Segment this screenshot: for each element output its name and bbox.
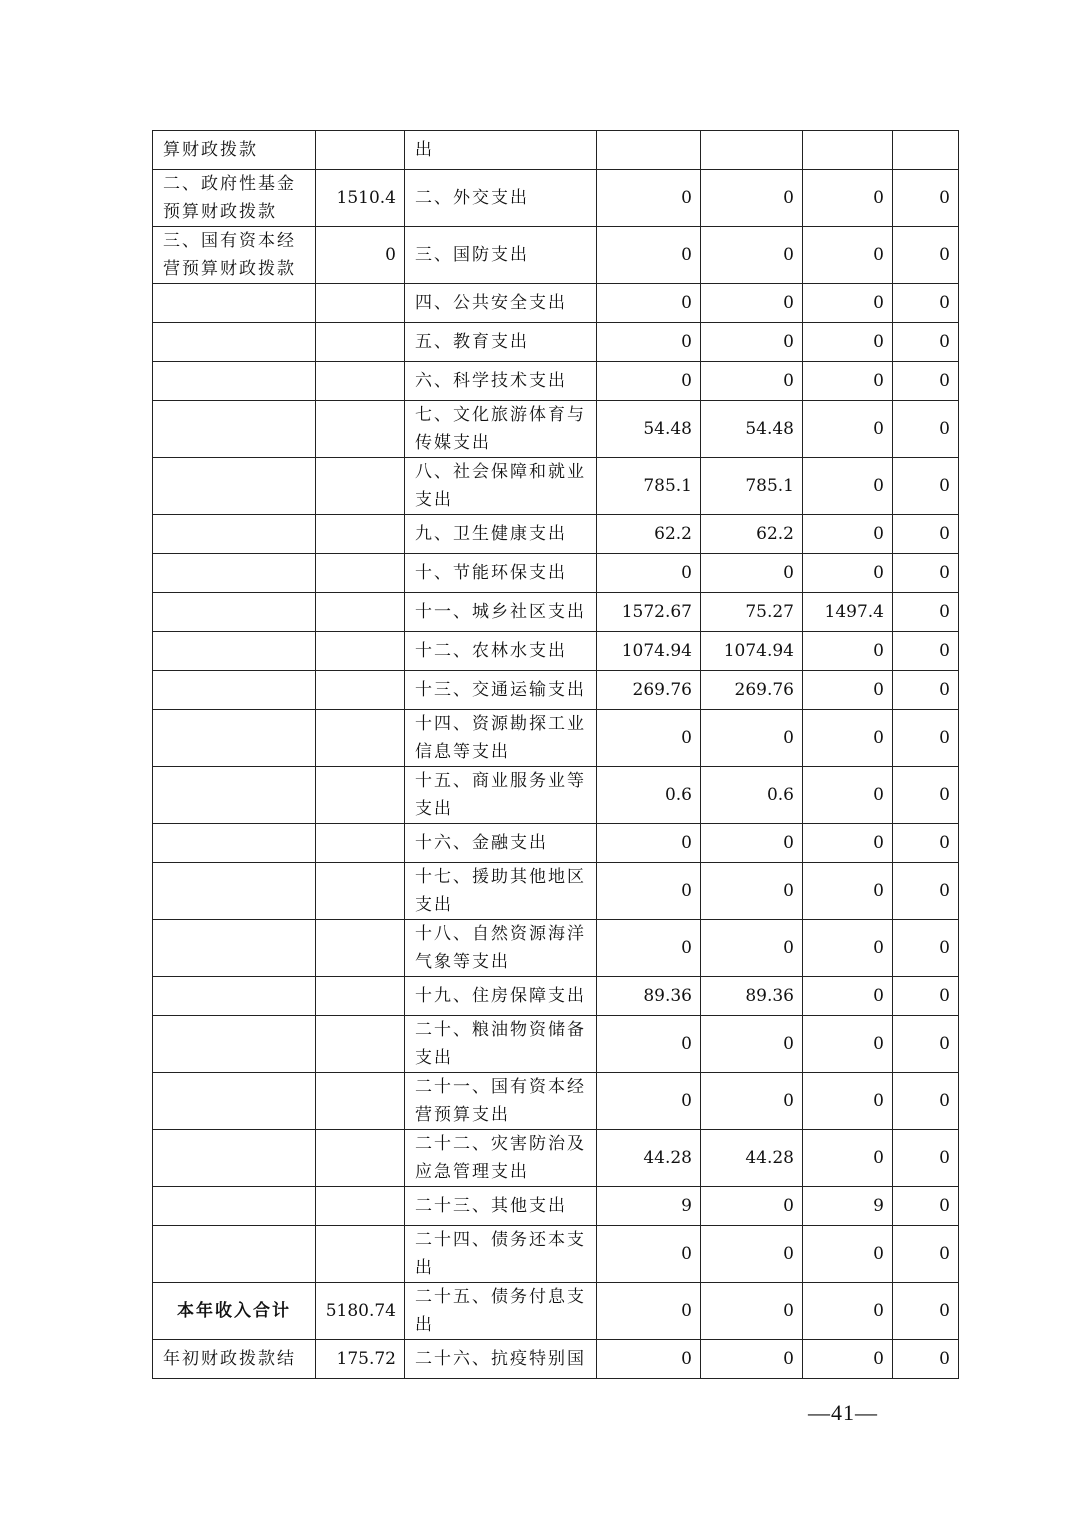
capital-budget-cell: 0 — [893, 323, 959, 362]
income-item-cell — [153, 1016, 316, 1073]
table-row — [153, 1283, 959, 1340]
fund-budget-cell: 0 — [803, 920, 893, 977]
general-budget-cell: 0 — [701, 863, 803, 920]
table-row — [153, 554, 959, 593]
table-row — [153, 863, 959, 920]
fund-budget-cell: 0 — [803, 284, 893, 323]
income-item-cell — [153, 401, 316, 458]
fund-budget-cell: 0 — [803, 710, 893, 767]
expense-item-cell: 二、外交支出 — [405, 170, 597, 227]
general-budget-cell: 0 — [701, 284, 803, 323]
table-row — [153, 1130, 959, 1187]
income-amount-cell: 1510.4 — [316, 170, 405, 227]
expense-total-cell: 0 — [597, 554, 701, 593]
general-budget-cell: 785.1 — [701, 458, 803, 515]
expense-item-cell: 十九、住房保障支出 — [405, 977, 597, 1016]
capital-budget-cell: 0 — [893, 1130, 959, 1187]
table-row — [153, 767, 959, 824]
expense-total-cell: 0 — [597, 1016, 701, 1073]
fund-budget-cell: 0 — [803, 401, 893, 458]
expense-item-cell: 四、公共安全支出 — [405, 284, 597, 323]
income-amount-cell — [316, 1226, 405, 1283]
capital-budget-cell: 0 — [893, 767, 959, 824]
general-budget-cell: 44.28 — [701, 1130, 803, 1187]
expense-total-cell: 62.2 — [597, 515, 701, 554]
capital-budget-cell: 0 — [893, 458, 959, 515]
table-row — [153, 323, 959, 362]
capital-budget-cell: 0 — [893, 1283, 959, 1340]
capital-budget-cell: 0 — [893, 401, 959, 458]
expense-item-cell: 三、国防支出 — [405, 227, 597, 284]
expense-total-cell: 269.76 — [597, 671, 701, 710]
income-amount-cell — [316, 863, 405, 920]
general-budget-cell: 269.76 — [701, 671, 803, 710]
income-item-cell: 二、政府性基金预算财政拨款 — [153, 170, 316, 227]
expense-total-cell: 0 — [597, 1283, 701, 1340]
expense-total-cell: 0 — [597, 284, 701, 323]
fund-budget-cell: 0 — [803, 824, 893, 863]
table-row — [153, 710, 959, 767]
expense-item-cell: 五、教育支出 — [405, 323, 597, 362]
table-row — [153, 671, 959, 710]
fund-budget-cell: 0 — [803, 1130, 893, 1187]
capital-budget-cell: 0 — [893, 170, 959, 227]
income-amount-cell — [316, 401, 405, 458]
expense-item-cell: 十五、商业服务业等支出 — [405, 767, 597, 824]
expense-total-cell: 0 — [597, 1073, 701, 1130]
income-item-cell — [153, 671, 316, 710]
income-item-cell — [153, 977, 316, 1016]
income-amount-cell — [316, 1073, 405, 1130]
general-budget-cell: 0 — [701, 1016, 803, 1073]
expense-total-cell: 0 — [597, 920, 701, 977]
fund-budget-cell: 0 — [803, 767, 893, 824]
table-row — [153, 1073, 959, 1130]
general-budget-cell: 0 — [701, 1226, 803, 1283]
income-item-cell: 本年收入合计 — [153, 1283, 316, 1340]
fund-budget-cell: 0 — [803, 1016, 893, 1073]
income-amount-cell — [316, 131, 405, 170]
income-item-cell: 三、国有资本经营预算财政拨款 — [153, 227, 316, 284]
expense-item-cell: 二十六、抗疫特别国 — [405, 1340, 597, 1379]
expense-item-cell: 二十二、灾害防治及应急管理支出 — [405, 1130, 597, 1187]
fund-budget-cell: 0 — [803, 1340, 893, 1379]
capital-budget-cell: 0 — [893, 671, 959, 710]
table-row — [153, 170, 959, 227]
expense-item-cell: 六、科学技术支出 — [405, 362, 597, 401]
expense-item-cell: 十一、城乡社区支出 — [405, 593, 597, 632]
table-row — [153, 362, 959, 401]
table-row — [153, 1340, 959, 1379]
income-amount-cell — [316, 284, 405, 323]
expense-total-cell: 0 — [597, 362, 701, 401]
expense-item-cell: 二十一、国有资本经营预算支出 — [405, 1073, 597, 1130]
expense-total-cell: 0 — [597, 1340, 701, 1379]
table-row — [153, 284, 959, 323]
capital-budget-cell: 0 — [893, 977, 959, 1016]
capital-budget-cell: 0 — [893, 1073, 959, 1130]
page-number: —41— — [808, 1400, 878, 1425]
income-item-cell — [153, 710, 316, 767]
expense-total-cell: 0 — [597, 1226, 701, 1283]
expense-item-cell: 二十三、其他支出 — [405, 1187, 597, 1226]
income-amount-cell — [316, 920, 405, 977]
general-budget-cell: 0 — [701, 1340, 803, 1379]
capital-budget-cell: 0 — [893, 554, 959, 593]
general-budget-cell: 0 — [701, 554, 803, 593]
income-item-cell — [153, 284, 316, 323]
table-row — [153, 401, 959, 458]
fund-budget-cell: 0 — [803, 458, 893, 515]
expense-item-cell: 八、社会保障和就业支出 — [405, 458, 597, 515]
capital-budget-cell: 0 — [893, 1340, 959, 1379]
fund-budget-cell: 0 — [803, 863, 893, 920]
capital-budget-cell: 0 — [893, 1016, 959, 1073]
expense-item-cell: 二十五、债务付息支出 — [405, 1283, 597, 1340]
expense-item-cell: 十三、交通运输支出 — [405, 671, 597, 710]
income-item-cell — [153, 1073, 316, 1130]
budget-table-body — [153, 131, 959, 1379]
general-budget-cell: 89.36 — [701, 977, 803, 1016]
budget-table — [152, 130, 959, 1379]
income-amount-cell — [316, 1130, 405, 1187]
income-item-cell — [153, 362, 316, 401]
income-item-cell — [153, 515, 316, 554]
income-item-cell — [153, 554, 316, 593]
expense-total-cell: 0 — [597, 170, 701, 227]
fund-budget-cell: 0 — [803, 1073, 893, 1130]
income-item-cell — [153, 920, 316, 977]
income-item-cell — [153, 1130, 316, 1187]
income-item-cell: 算财政拨款 — [153, 131, 316, 170]
income-amount-cell — [316, 323, 405, 362]
capital-budget-cell: 0 — [893, 824, 959, 863]
income-amount-cell — [316, 554, 405, 593]
income-amount-cell — [316, 362, 405, 401]
income-item-cell — [153, 1187, 316, 1226]
expense-total-cell: 0 — [597, 227, 701, 284]
capital-budget-cell: 0 — [893, 632, 959, 671]
income-amount-cell: 175.72 — [316, 1340, 405, 1379]
capital-budget-cell: 0 — [893, 284, 959, 323]
expense-item-cell: 十、节能环保支出 — [405, 554, 597, 593]
expense-item-cell: 出 — [405, 131, 597, 170]
fund-budget-cell: 0 — [803, 1283, 893, 1340]
expense-total-cell: 1074.94 — [597, 632, 701, 671]
capital-budget-cell: 0 — [893, 1226, 959, 1283]
fund-budget-cell: 0 — [803, 227, 893, 284]
general-budget-cell: 1074.94 — [701, 632, 803, 671]
capital-budget-cell: 0 — [893, 227, 959, 284]
table-row — [153, 1187, 959, 1226]
expense-item-cell: 十二、农林水支出 — [405, 632, 597, 671]
fund-budget-cell: 0 — [803, 362, 893, 401]
capital-budget-cell: 0 — [893, 362, 959, 401]
table-row — [153, 1226, 959, 1283]
general-budget-cell: 0 — [701, 1073, 803, 1130]
general-budget-cell: 0 — [701, 1187, 803, 1226]
table-row — [153, 593, 959, 632]
income-item-cell — [153, 323, 316, 362]
expense-total-cell: 9 — [597, 1187, 701, 1226]
table-row — [153, 632, 959, 671]
general-budget-cell: 0 — [701, 323, 803, 362]
general-budget-cell: 54.48 — [701, 401, 803, 458]
expense-item-cell: 十六、金融支出 — [405, 824, 597, 863]
general-budget-cell: 0 — [701, 170, 803, 227]
general-budget-cell: 0 — [701, 710, 803, 767]
table-row — [153, 458, 959, 515]
general-budget-cell: 0.6 — [701, 767, 803, 824]
general-budget-cell: 75.27 — [701, 593, 803, 632]
expense-item-cell: 十七、援助其他地区支出 — [405, 863, 597, 920]
income-amount-cell — [316, 671, 405, 710]
income-amount-cell — [316, 977, 405, 1016]
expense-total-cell: 785.1 — [597, 458, 701, 515]
fund-budget-cell: 0 — [803, 1226, 893, 1283]
expense-item-cell: 十四、资源勘探工业信息等支出 — [405, 710, 597, 767]
table-row — [153, 227, 959, 284]
general-budget-cell: 0 — [701, 362, 803, 401]
expense-total-cell: 0 — [597, 863, 701, 920]
general-budget-cell: 62.2 — [701, 515, 803, 554]
capital-budget-cell: 0 — [893, 863, 959, 920]
general-budget-cell: 0 — [701, 824, 803, 863]
income-item-cell: 年初财政拨款结 — [153, 1340, 316, 1379]
expense-item-cell: 二十四、债务还本支出 — [405, 1226, 597, 1283]
income-item-cell — [153, 863, 316, 920]
capital-budget-cell: 0 — [893, 593, 959, 632]
income-amount-cell — [316, 632, 405, 671]
income-amount-cell — [316, 458, 405, 515]
income-amount-cell — [316, 593, 405, 632]
table-row — [153, 824, 959, 863]
income-item-cell — [153, 1226, 316, 1283]
fund-budget-cell: 0 — [803, 554, 893, 593]
expense-item-cell: 九、卫生健康支出 — [405, 515, 597, 554]
expense-total-cell — [597, 131, 701, 170]
general-budget-cell: 0 — [701, 1283, 803, 1340]
general-budget-cell — [701, 131, 803, 170]
income-amount-cell: 5180.74 — [316, 1283, 405, 1340]
expense-total-cell: 0 — [597, 710, 701, 767]
fund-budget-cell: 0 — [803, 515, 893, 554]
general-budget-cell: 0 — [701, 227, 803, 284]
capital-budget-cell: 0 — [893, 515, 959, 554]
expense-total-cell: 0 — [597, 824, 701, 863]
capital-budget-cell: 0 — [893, 920, 959, 977]
income-item-cell — [153, 767, 316, 824]
expense-total-cell: 44.28 — [597, 1130, 701, 1187]
expense-item-cell: 二十、粮油物资储备支出 — [405, 1016, 597, 1073]
table-row — [153, 515, 959, 554]
table-row — [153, 977, 959, 1016]
fund-budget-cell: 0 — [803, 671, 893, 710]
expense-item-cell: 七、文化旅游体育与传媒支出 — [405, 401, 597, 458]
table-row — [153, 1016, 959, 1073]
general-budget-cell: 0 — [701, 920, 803, 977]
expense-total-cell: 89.36 — [597, 977, 701, 1016]
expense-total-cell: 54.48 — [597, 401, 701, 458]
fund-budget-cell: 9 — [803, 1187, 893, 1226]
fund-budget-cell: 0 — [803, 632, 893, 671]
income-amount-cell — [316, 515, 405, 554]
expense-total-cell: 1572.67 — [597, 593, 701, 632]
fund-budget-cell — [803, 131, 893, 170]
income-item-cell — [153, 593, 316, 632]
expense-item-cell: 十八、自然资源海洋气象等支出 — [405, 920, 597, 977]
capital-budget-cell — [893, 131, 959, 170]
income-amount-cell — [316, 824, 405, 863]
income-amount-cell: 0 — [316, 227, 405, 284]
income-item-cell — [153, 632, 316, 671]
fund-budget-cell: 0 — [803, 323, 893, 362]
expense-total-cell: 0.6 — [597, 767, 701, 824]
table-row — [153, 920, 959, 977]
capital-budget-cell: 0 — [893, 710, 959, 767]
income-item-cell — [153, 458, 316, 515]
fund-budget-cell: 0 — [803, 977, 893, 1016]
expense-total-cell: 0 — [597, 323, 701, 362]
income-amount-cell — [316, 1187, 405, 1226]
income-amount-cell — [316, 767, 405, 824]
fund-budget-cell: 0 — [803, 170, 893, 227]
income-item-cell — [153, 824, 316, 863]
fund-budget-cell: 1497.4 — [803, 593, 893, 632]
capital-budget-cell: 0 — [893, 1187, 959, 1226]
table-row — [153, 131, 959, 170]
income-amount-cell — [316, 710, 405, 767]
income-amount-cell — [316, 1016, 405, 1073]
